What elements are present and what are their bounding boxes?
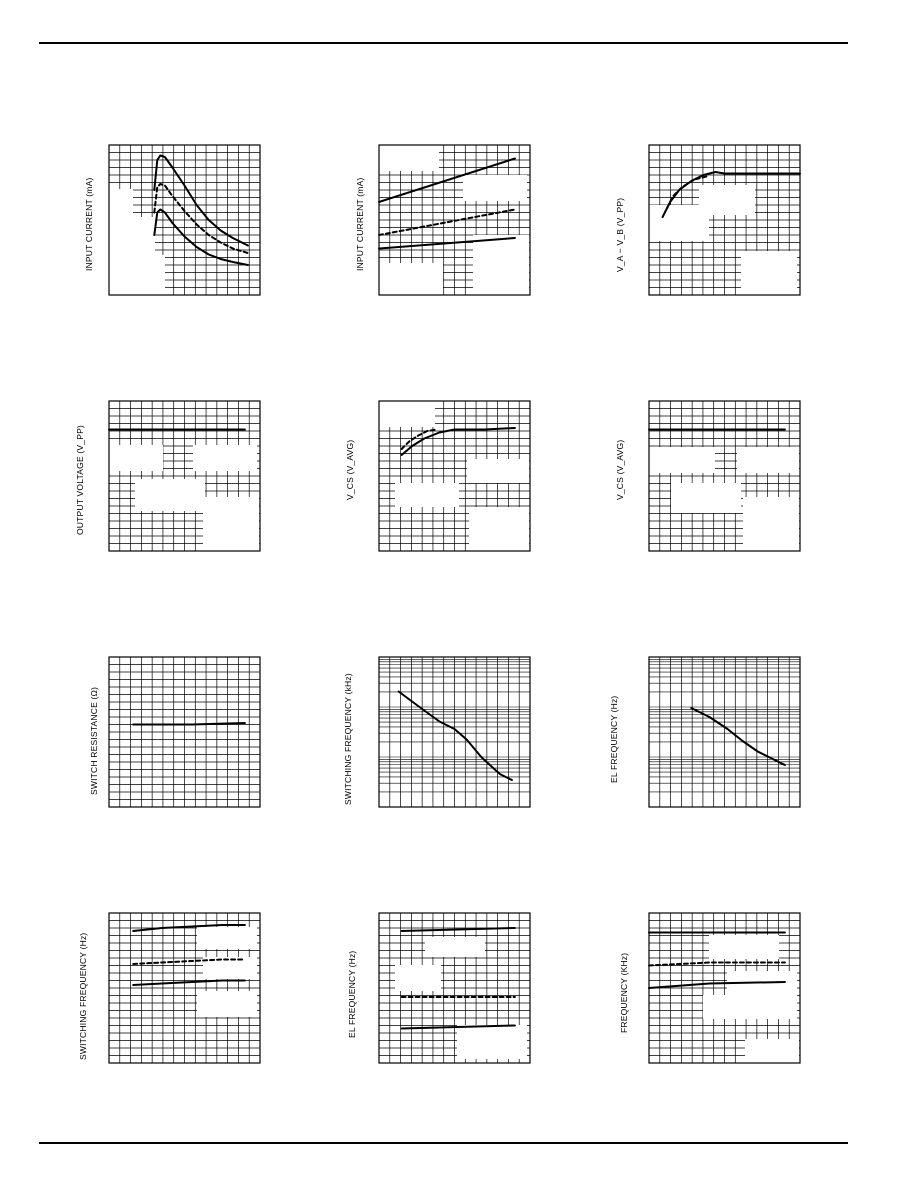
chart-vcs-vs-voltage (379, 401, 530, 551)
y-axis-label: EL FREQUENCY (Hz) (609, 695, 619, 783)
chart-frequency (649, 913, 800, 1063)
chart-switching-frequency (109, 913, 260, 1063)
y-axis-label: INPUT CURRENT (mA) (84, 177, 94, 271)
label-box (649, 447, 715, 473)
label-box (737, 447, 799, 473)
chart-plot (109, 401, 260, 551)
label-box (703, 995, 797, 1019)
label-box (425, 937, 485, 957)
label-box (671, 483, 741, 513)
chart-plot (379, 401, 530, 551)
chart-output-voltage (109, 401, 260, 551)
y-axis-label: INPUT CURRENT (mA) (355, 177, 365, 271)
label-box (457, 1025, 527, 1059)
label-box (109, 217, 155, 257)
top-rule (39, 42, 848, 44)
series-line (133, 981, 245, 986)
label-box (463, 175, 527, 201)
chart-plot (109, 913, 260, 1063)
label-box (743, 497, 799, 551)
chart-plot (649, 657, 800, 807)
label-box (379, 145, 439, 171)
label-box (741, 251, 797, 295)
chart-switching-frequency-log (379, 657, 530, 807)
bottom-rule (39, 1142, 848, 1144)
chart-plot (109, 145, 260, 295)
label-box (473, 235, 529, 295)
label-box (649, 205, 709, 241)
label-box (379, 401, 435, 427)
series-line (154, 156, 248, 246)
chart-input-current-vs-temp (379, 145, 530, 295)
series-line (649, 963, 785, 966)
grid (109, 657, 260, 807)
chart-input-current-vs-voltage (109, 145, 260, 295)
label-box (135, 479, 205, 511)
grid (649, 657, 800, 807)
series-line (379, 210, 515, 236)
label-box (467, 459, 529, 483)
label-box (203, 497, 259, 551)
chart-plot (649, 145, 800, 295)
grid (379, 657, 530, 807)
series-line (133, 723, 245, 725)
chart-plot (649, 401, 800, 551)
label-box (197, 991, 257, 1017)
label-box (727, 971, 797, 999)
label-box (469, 507, 529, 551)
chart-switch-resistance (109, 657, 260, 807)
y-axis-label: SWITCHING FREQUENCY (kHz) (343, 673, 353, 805)
y-axis-label: OUTPUT VOLTAGE (V_PP) (75, 425, 85, 535)
chart-plot (379, 657, 530, 807)
y-axis-label: EL FREQUENCY (Hz) (347, 950, 357, 1038)
label-box (745, 1039, 799, 1063)
chart-el-frequency-log (649, 657, 800, 807)
label-box (709, 935, 779, 959)
label-box (109, 255, 165, 295)
chart-va-vb-output (649, 145, 800, 295)
label-box (379, 263, 443, 295)
y-axis-label: V_CS (V_AVG) (345, 439, 355, 500)
label-box (395, 483, 459, 507)
y-axis-label: SWITCH RESISTANCE (Ω) (89, 686, 99, 795)
label-box (197, 927, 257, 949)
chart-plot (649, 913, 800, 1063)
chart-plot (379, 145, 530, 295)
y-axis-label: V_A − V_B (V_PP) (615, 197, 625, 272)
series-line (399, 692, 512, 781)
y-axis-label: V_CS (V_AVG) (615, 439, 625, 500)
y-axis-label: SWITCHING FREQUENCY (Hz) (78, 932, 88, 1060)
chart-vcs-vs-temp (649, 401, 800, 551)
label-box (109, 445, 163, 471)
series-line (691, 708, 785, 765)
chart-plot (109, 657, 260, 807)
chart-el-frequency (379, 913, 530, 1063)
label-box (109, 189, 133, 219)
chart-plot (379, 913, 530, 1063)
series-line (154, 210, 248, 266)
label-box (193, 445, 257, 471)
y-axis-label: FREQUENCY (KHz) (619, 952, 629, 1033)
label-box (395, 965, 441, 991)
